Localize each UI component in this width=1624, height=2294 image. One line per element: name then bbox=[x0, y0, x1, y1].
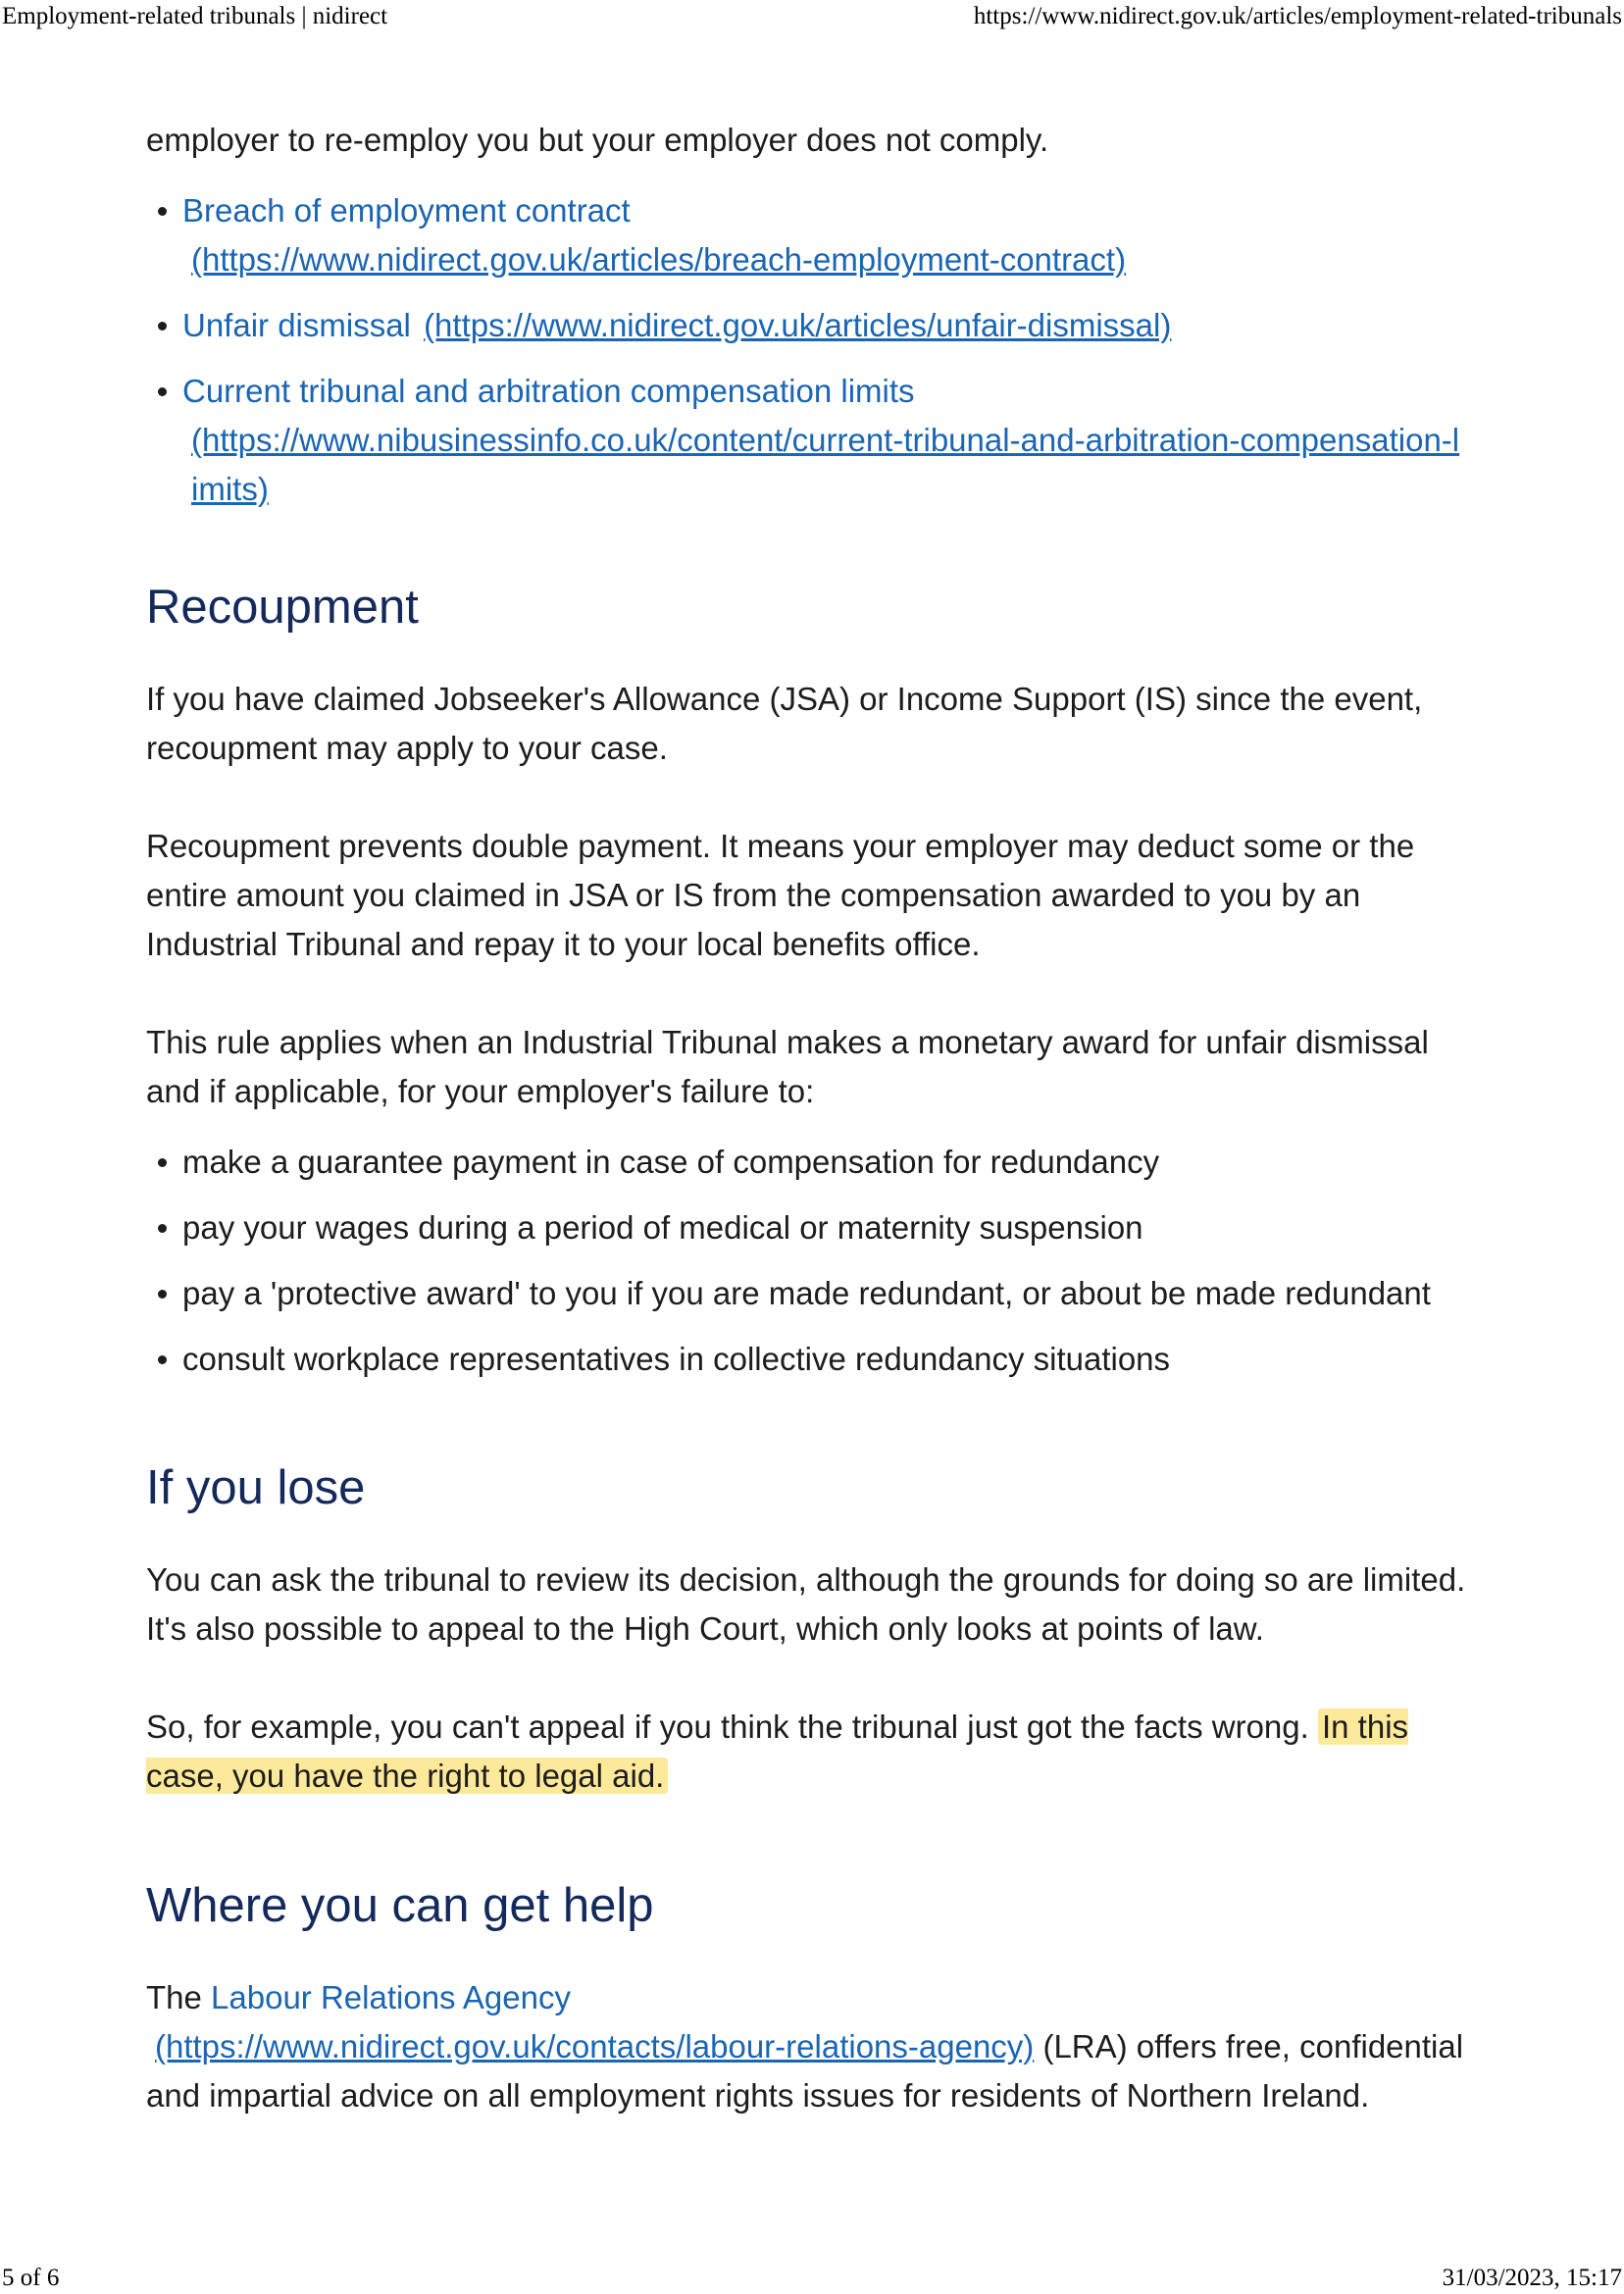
list-item bbox=[146, 367, 1480, 514]
heading-where-help: Where you can get help bbox=[146, 1879, 654, 1932]
link-breach-of-contract[interactable]: Breach of employment contract bbox=[182, 192, 631, 229]
if-you-lose-paragraph-2 bbox=[146, 1703, 1480, 1801]
print-footer bbox=[0, 2266, 1624, 2290]
related-links-list bbox=[146, 186, 1480, 514]
link-url[interactable]: (https://www.nidirect.gov.uk/contacts/labour-relations-agency) bbox=[155, 2028, 1035, 2065]
list-item: make a guarantee payment in case of compensation for redundancy bbox=[146, 1138, 1480, 1187]
list-item: consult workplace representatives in collective redundancy situations bbox=[146, 1335, 1480, 1384]
heading-recoupment: Recoupment bbox=[146, 581, 419, 634]
list-item bbox=[146, 186, 1480, 284]
print-header bbox=[0, 4, 1624, 28]
list-item bbox=[146, 301, 1480, 350]
print-header-url: https://www.nidirect.gov.uk/articles/employment-related-tribunals bbox=[973, 3, 1622, 29]
heading-if-you-lose: If you lose bbox=[146, 1461, 366, 1514]
link-url[interactable]: (https://www.nidirect.gov.uk/articles/breach-employment-contract) bbox=[191, 241, 1127, 278]
intro-tail-paragraph: employer to re-employ you but your employer does not comply. bbox=[146, 122, 1049, 158]
link-url[interactable]: (https://www.nidirect.gov.uk/articles/unfair-dismissal) bbox=[424, 307, 1172, 343]
if-you-lose-paragraph-1: You can ask the tribunal to review its decision, although the grounds for doing so are limited. It's also possible to appeal to the High Court, which only looks at points of law. bbox=[146, 1561, 1466, 1647]
list-item: pay a 'protective award' to you if you are made redundant, or about be made redundant bbox=[146, 1269, 1480, 1318]
paragraph-text: So, for example, you can't appeal if you think the tribunal just got the facts wrong. bbox=[146, 1708, 1318, 1745]
page-number: 5 of 6 bbox=[2, 2265, 60, 2291]
link-labour-relations-agency[interactable]: Labour Relations Agency bbox=[211, 1979, 571, 2015]
link-url[interactable]: (https://www.nibusinessinfo.co.uk/content/current-tribunal-and-arbitration-compensation-limits) bbox=[191, 422, 1460, 507]
recoupment-list bbox=[146, 1138, 1480, 1384]
recoupment-paragraph-1: If you have claimed Jobseeker's Allowance (JSA) or Income Support (IS) since the event, recoupment may apply to your case. bbox=[146, 681, 1423, 766]
print-header-title: Employment-related tribunals | nidirect bbox=[2, 3, 388, 29]
highlighted-text: In this case, you have the right to legal aid. bbox=[146, 1708, 1409, 1794]
article-content bbox=[146, 116, 1480, 2169]
link-unfair-dismissal[interactable]: Unfair dismissal bbox=[182, 307, 411, 343]
recoupment-paragraph-2: Recoupment prevents double payment. It means your employer may deduct some or the entire amount you claimed in JSA or IS from the compensation awarded to you by an Industrial Tribunal and repay it to your local benefits office. bbox=[146, 828, 1415, 962]
paragraph-text: (LRA) offers free, confidential and impartial advice on all employment rights issues for residents of Northern Ireland. bbox=[146, 2028, 1464, 2114]
list-item: pay your wages during a period of medical or maternity suspension bbox=[146, 1203, 1480, 1252]
link-compensation-limits[interactable]: Current tribunal and arbitration compensation limits bbox=[182, 373, 915, 409]
paragraph-text: The bbox=[146, 1979, 212, 2015]
print-datetime: 31/03/2023, 15:17 bbox=[1442, 2265, 1622, 2291]
recoupment-paragraph-3: This rule applies when an Industrial Tribunal makes a monetary award for unfair dismissal and if applicable, for your employer's failure to: bbox=[146, 1024, 1429, 1109]
where-help-paragraph bbox=[146, 1973, 1480, 2120]
